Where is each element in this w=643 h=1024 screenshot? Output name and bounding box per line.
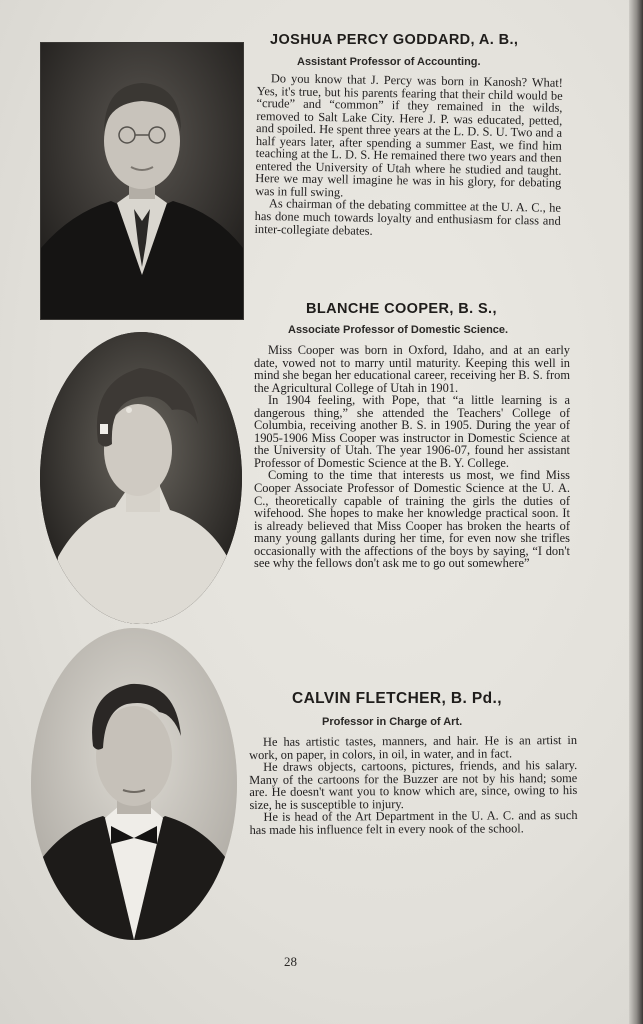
portrait-cooper <box>40 332 242 624</box>
portrait-goddard <box>40 42 244 320</box>
name-heading-cooper: BLANCHE COOPER, B. S., <box>306 301 497 317</box>
paragraph: In 1904 feeling, with Pope, that “a little learning is a dangerous thing,” she attended the Teachers' College of Columbia, receiving another B. S. in 1905. During the year of 1905-1906 Miss Cooper was instructor in Domestic Science at the University of Utah. The year 1906-07, found her assistant Professor of Domestic Science at the B. Y. College. <box>254 393 570 470</box>
title-cooper: Associate Professor of Domestic Science. <box>288 324 509 336</box>
title-fletcher: Professor in Charge of Art. <box>322 716 463 728</box>
paragraph: He is head of the Art Department in the U. A. C. and as such has made his influence felt in every nook of the school. <box>249 808 578 837</box>
name-heading-fletcher: CALVIN FLETCHER, B. Pd., <box>292 690 502 707</box>
paragraph: He draws objects, cartoons, pictures, friends, and his salary. Many of the cartoons for the Buzzer are not by his hand; some are. He doesn't want you to know which are, since, owing to his size, he is susceptible to injury. <box>249 758 578 812</box>
portrait-fletcher <box>31 628 237 940</box>
name-heading-goddard: JOSHUA PERCY GODDARD, A. B., <box>270 32 519 48</box>
bio-goddard <box>254 72 563 240</box>
paragraph: He has artistic tastes, manners, and hair. He is an artist in work, on paper, in colors, in oil, in water, and in fact. <box>249 732 578 762</box>
paragraph: As chairman of the debating committee at the U. A. C., he has done much towards loyalty and enthusiasm for class and inter-collegiate debates. <box>254 196 562 238</box>
paragraph: Do you know that J. Percy was born in Kanosh? What! Yes, it's true, but his parents fearing that their child would be “crude” and “common” if they remained in the wilds, removed to Salt Lake City. Here J. P. was educated, petted, and spoiled. He spent three years at the L. D. S. U. Two and a half years later, after spending a summer East, we find him teaching at the L. D. S. He remained there two years and then entered the University of Utah where he studied and taught. Here we may well imagine he was in his glory, for debating was in full swing. <box>255 71 563 200</box>
bio-cooper <box>254 344 570 570</box>
bio-fletcher <box>249 734 578 836</box>
page-number: 28 <box>284 954 297 969</box>
title-goddard: Assistant Professor of Accounting. <box>297 56 481 68</box>
paragraph: Miss Cooper was born in Oxford, Idaho, and at an early date, vowed not to marry until maturity. Keeping this well in mind she began her educational career, receiving her B. S. from the Agricultural College of Utah in 1901. <box>254 343 570 395</box>
paragraph: Coming to the time that interests us most, we find Miss Cooper Associate Professor of Domestic Science at the U. A. C., theoretically capable of training the girls the duties of wifehood. She hopes to make her knowledge practical soon. It is already believed that Miss Cooper has broken the hearts of many young gallants during her time, for even now she trifles occasionally with the affections of the boys by saying, “I don't see why the fellows don't ask me to go out somewhere” <box>254 468 570 571</box>
book-spine-shadow <box>629 0 643 1024</box>
